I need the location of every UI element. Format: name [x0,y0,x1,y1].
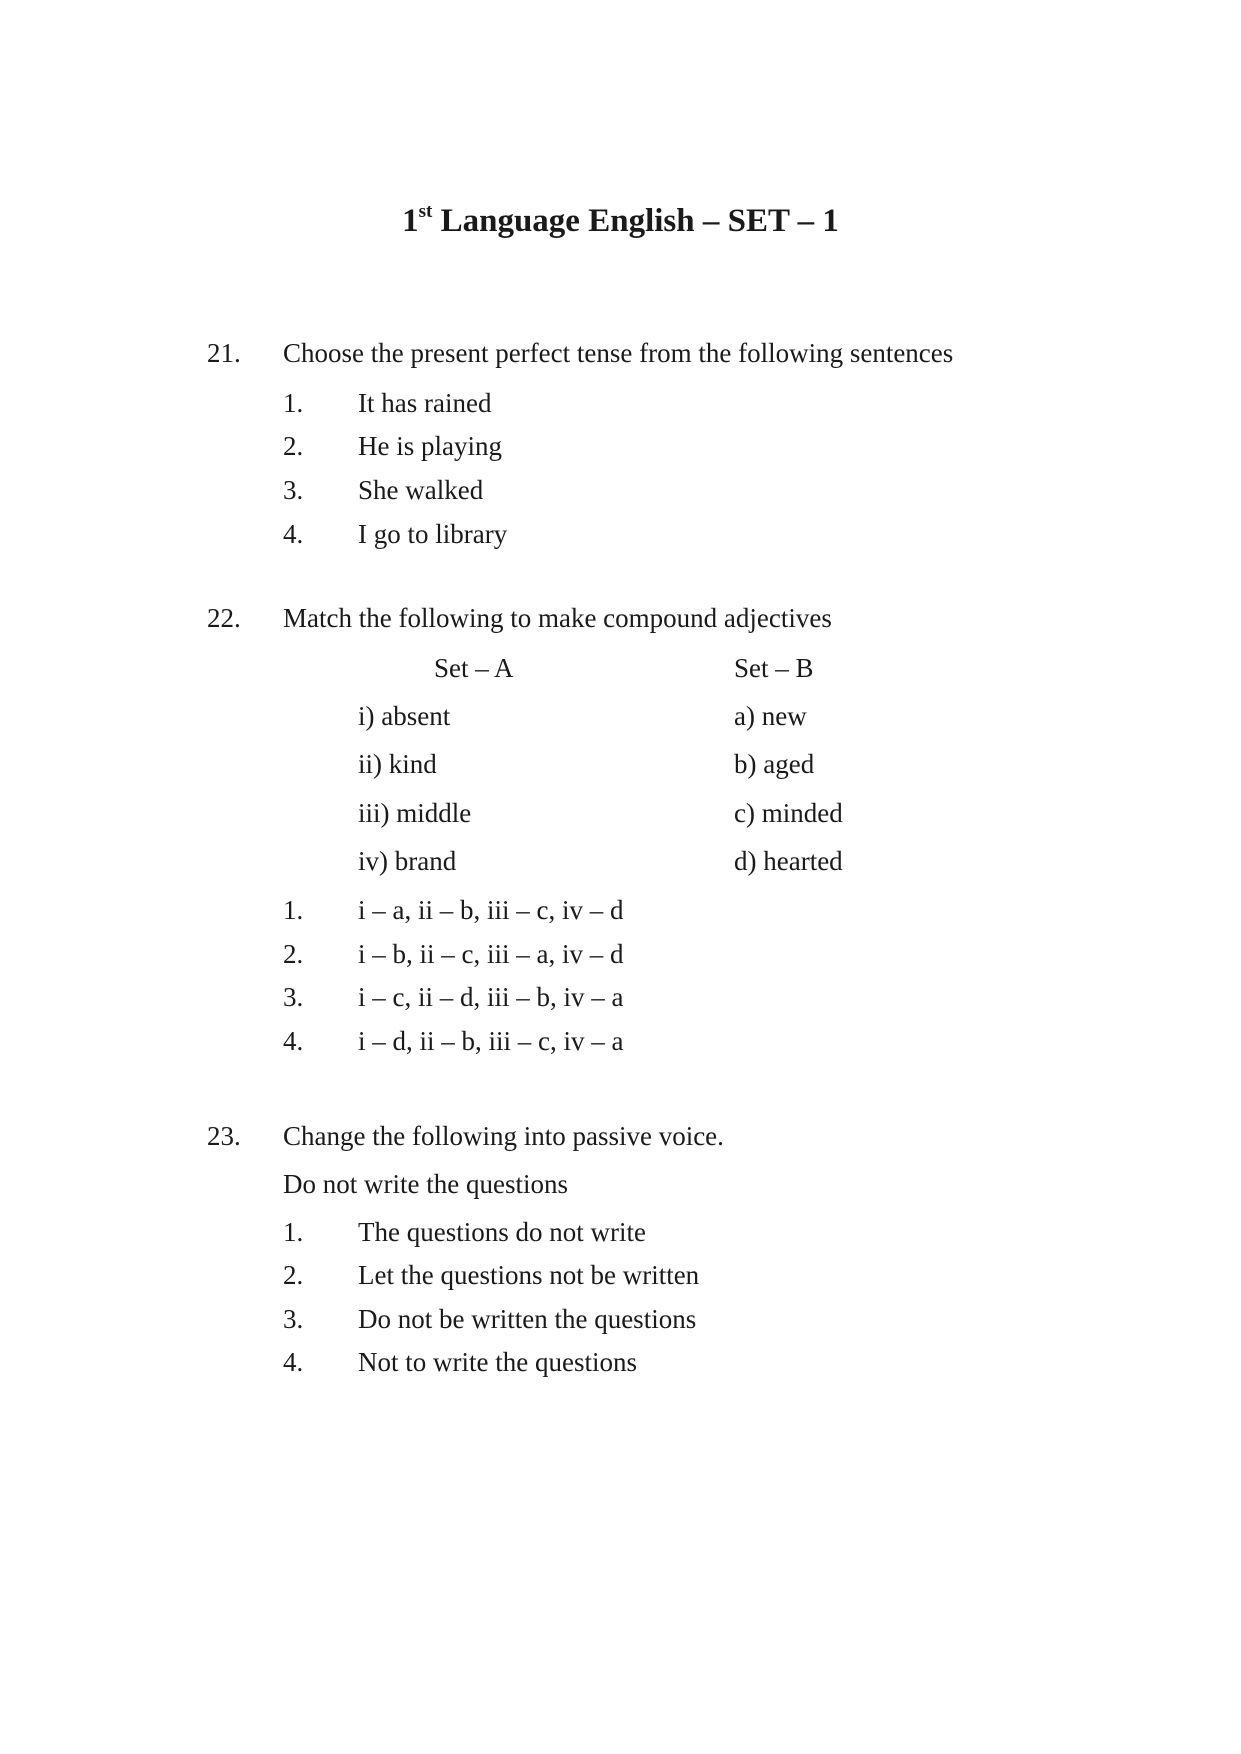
q23-option-2-number: 2. [283,1260,304,1290]
question-22-number: 22. [207,603,241,633]
set-a-item-2: ii) kind [358,749,437,779]
title-superscript: st [418,201,433,222]
q22-option-2-number: 2. [283,939,304,969]
set-b-item-3: c) minded [734,798,843,828]
set-b-header: Set – B [734,653,814,683]
question-21-text: Choose the present perfect tense from the following sentences [283,338,954,368]
q23-option-1-number: 1. [283,1217,304,1247]
q21-option-2-number: 2. [283,431,304,461]
set-a-item-4: iv) brand [358,846,457,876]
title-text: Language English – SET – 1 [432,203,839,239]
q22-option-3-number: 3. [283,982,304,1012]
set-a-item-3: iii) middle [358,798,472,828]
question-23-number: 23. [207,1121,241,1151]
question-21-number: 21. [207,338,241,368]
title-prefix: 1 [402,203,419,239]
set-b-item-1: a) new [734,701,807,731]
q21-option-4-number: 4. [283,519,304,549]
q23-option-4-text: Not to write the questions [358,1347,637,1377]
question-23-sentence: Do not write the questions [283,1169,568,1199]
q21-option-4-text: I go to library [358,519,508,549]
question-22-text: Match the following to make compound adjectives [283,603,832,633]
q21-option-1-text: It has rained [358,388,492,418]
q22-option-4-number: 4. [283,1026,304,1056]
q21-option-3-number: 3. [283,475,304,505]
q23-option-3-text: Do not be written the questions [358,1304,697,1334]
set-a-header: Set – A [434,653,514,683]
q23-option-4-number: 4. [283,1347,304,1377]
q22-option-4-text: i – d, ii – b, iii – c, iv – a [358,1026,624,1056]
q22-option-1-text: i – a, ii – b, iii – c, iv – d [358,895,624,925]
q21-option-1-number: 1. [283,388,304,418]
question-23-text: Change the following into passive voice. [283,1121,724,1151]
q21-option-2-text: He is playing [358,431,502,461]
q22-option-1-number: 1. [283,895,304,925]
set-b-item-4: d) hearted [734,846,843,876]
q22-option-2-text: i – b, ii – c, iii – a, iv – d [358,939,624,969]
q23-option-3-number: 3. [283,1304,304,1334]
set-b-item-2: b) aged [734,749,815,779]
q21-option-3-text: She walked [358,475,484,505]
page-title [0,196,1241,246]
set-a-item-1: i) absent [358,701,451,731]
q22-option-3-text: i – c, ii – d, iii – b, iv – a [358,982,624,1012]
q23-option-2-text: Let the questions not be written [358,1260,700,1290]
q23-option-1-text: The questions do not write [358,1217,646,1247]
